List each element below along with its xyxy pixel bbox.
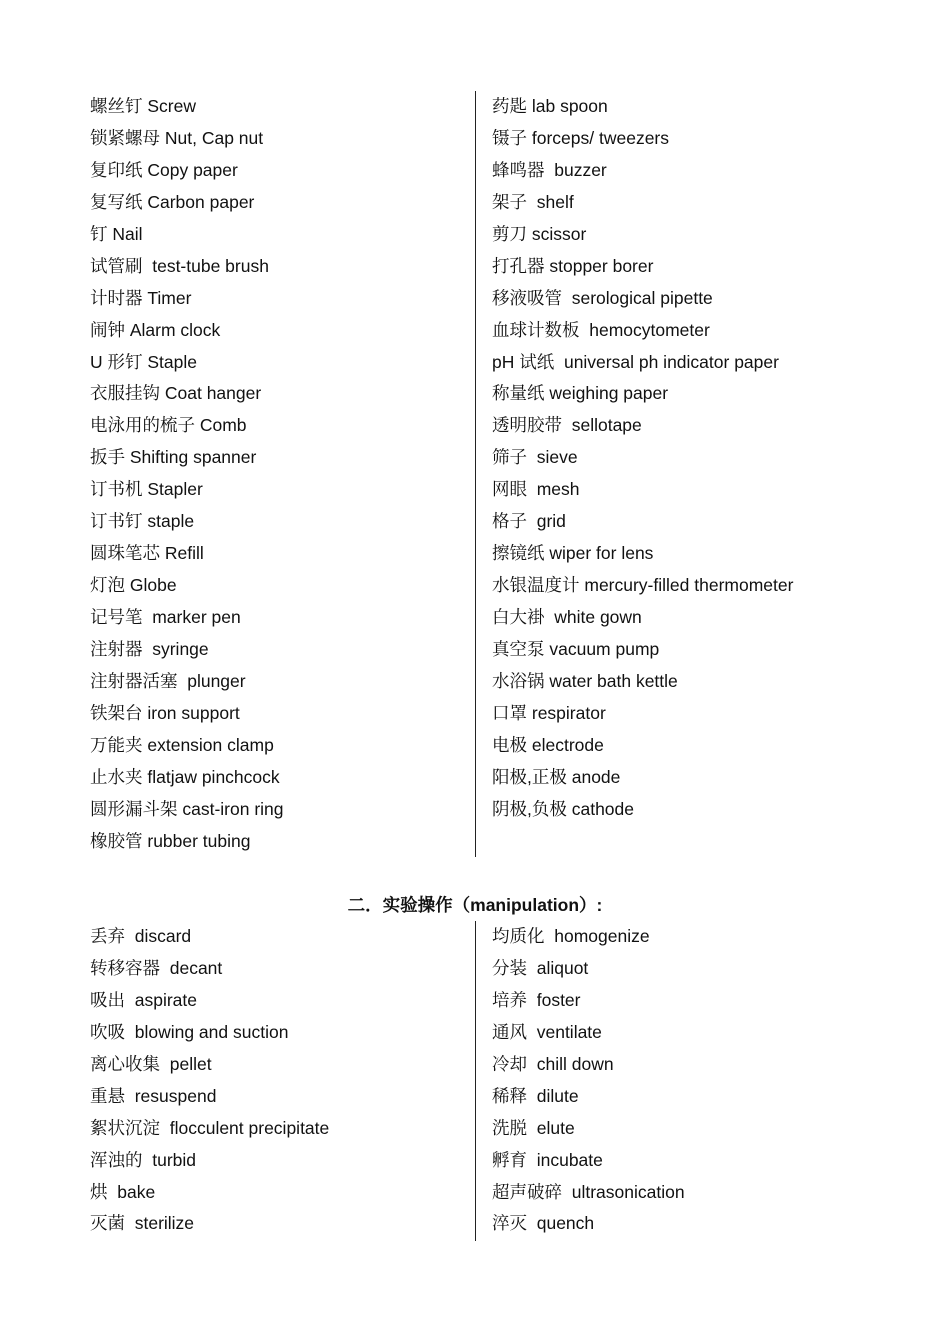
vocab-entry: 圆珠笔芯 Refill bbox=[90, 543, 204, 564]
vocab-entry: 称量纸 weighing paper bbox=[492, 383, 669, 404]
vocab-entry: 口罩 respirator bbox=[492, 702, 606, 723]
manipulation-right-column bbox=[492, 921, 862, 1240]
vocab-entry: 吸出 aspirate bbox=[90, 989, 197, 1010]
vocab-entry: 烘 bake bbox=[90, 1181, 156, 1202]
vocab-entry: 记号笔 marker pen bbox=[90, 607, 241, 627]
vocab-entry: 超声破碎 ultrasonication bbox=[492, 1181, 685, 1202]
manipulation-vocab-table bbox=[90, 921, 860, 1241]
vocab-entry: 锁紧螺母 Nut, Cap nut bbox=[90, 127, 264, 148]
vocab-entry: 扳手 Shifting spanner bbox=[90, 447, 257, 468]
vocab-entry: 药匙 lab spoon bbox=[492, 96, 608, 116]
vocab-entry: 钉 Nail bbox=[90, 223, 143, 244]
vocab-entry: 灭菌 sterilize bbox=[90, 1213, 195, 1234]
column-divider bbox=[475, 91, 476, 857]
manipulation-left-column bbox=[90, 921, 474, 1240]
vocab-entry: 淬灭 quench bbox=[492, 1213, 595, 1234]
equipment-right-column bbox=[492, 91, 862, 826]
vocab-entry: 水银温度计 mercury-filled thermometer bbox=[492, 575, 794, 596]
vocab-entry: 离心收集 pellet bbox=[90, 1053, 212, 1074]
vocab-entry: 阳极,正极 anode bbox=[492, 766, 621, 787]
vocab-entry: 橡胶管 rubber tubing bbox=[90, 830, 251, 851]
vocab-entry: 订书钉 staple bbox=[90, 511, 195, 532]
vocab-entry: 冷却 chill down bbox=[492, 1053, 614, 1074]
vocab-entry: 注射器活塞 plunger bbox=[90, 670, 246, 691]
vocab-entry: 白大褂 white gown bbox=[492, 607, 642, 627]
vocab-entry: 擦镜纸 wiper for lens bbox=[492, 543, 654, 564]
vocab-entry: 浑浊的 turbid bbox=[90, 1149, 196, 1170]
vocab-entry: 移液吸管 serological pipette bbox=[492, 287, 713, 308]
vocab-entry: 重悬 resuspend bbox=[90, 1085, 217, 1106]
vocab-entry: 计时器 Timer bbox=[90, 287, 192, 308]
vocab-entry: 订书机 Stapler bbox=[90, 479, 203, 500]
vocab-entry: 稀释 dilute bbox=[492, 1085, 579, 1106]
vocab-entry: 转移容器 decant bbox=[90, 957, 223, 978]
column-divider bbox=[475, 921, 476, 1241]
vocab-entry: 培养 foster bbox=[492, 989, 581, 1010]
vocab-entry: 灯泡 Globe bbox=[90, 575, 177, 596]
vocab-entry: 孵育 incubate bbox=[492, 1149, 603, 1170]
vocab-entry: 水浴锅 water bath kettle bbox=[492, 670, 678, 691]
vocab-entry: 筛子 sieve bbox=[492, 447, 578, 468]
vocab-entry: 复写纸 Carbon paper bbox=[90, 191, 255, 212]
vocab-entry: 复印纸 Copy paper bbox=[90, 159, 238, 180]
vocab-entry: 电极 electrode bbox=[492, 734, 604, 755]
vocab-entry: 均质化 homogenize bbox=[492, 926, 650, 946]
vocab-entry: 絮状沉淀 flocculent precipitate bbox=[90, 1117, 330, 1138]
equipment-left-column bbox=[90, 91, 474, 858]
vocab-entry: 透明胶带 sellotape bbox=[492, 415, 642, 436]
vocab-entry: 镊子 forceps/ tweezers bbox=[492, 127, 669, 148]
vocab-entry: 真空泵 vacuum pump bbox=[492, 638, 660, 659]
vocab-entry: 打孔器 stopper borer bbox=[492, 255, 654, 276]
vocab-entry: 剪刀 scissor bbox=[492, 223, 587, 244]
vocab-entry: 架子 shelf bbox=[492, 191, 574, 212]
vocab-entry: 试管刷 test-tube brush bbox=[90, 255, 269, 276]
vocab-entry: 蜂鸣器 buzzer bbox=[492, 159, 607, 180]
vocab-entry: 网眼 mesh bbox=[492, 479, 580, 500]
vocab-entry: 螺丝钉 Screw bbox=[90, 96, 196, 116]
vocab-entry: 阴极,负极 cathode bbox=[492, 798, 634, 819]
vocab-entry: U 形钉 Staple bbox=[90, 351, 197, 372]
vocab-entry: 洗脱 elute bbox=[492, 1117, 575, 1138]
vocab-entry: pH 试纸 universal ph indicator paper bbox=[492, 351, 779, 372]
vocab-entry: 电泳用的梳子 Comb bbox=[90, 415, 247, 436]
vocab-entry: 铁架台 iron support bbox=[90, 702, 240, 723]
vocab-entry: 注射器 syringe bbox=[90, 638, 209, 659]
vocab-entry: 圆形漏斗架 cast-iron ring bbox=[90, 798, 284, 819]
vocab-entry: 格子 grid bbox=[492, 511, 566, 532]
vocab-entry: 血球计数板 hemocytometer bbox=[492, 319, 710, 340]
vocab-entry: 丢弃 discard bbox=[90, 926, 192, 946]
vocab-entry: 衣服挂钩 Coat hanger bbox=[90, 383, 262, 404]
vocab-entry: 止水夹 flatjaw pinchcock bbox=[90, 766, 280, 787]
vocab-entry: 通风 ventilate bbox=[492, 1021, 602, 1042]
section-heading-manipulation: 二．实验操作（manipulation）: bbox=[347, 895, 603, 915]
equipment-vocab-table bbox=[90, 91, 860, 857]
vocab-entry: 吹吸 blowing and suction bbox=[90, 1021, 289, 1042]
vocab-entry: 万能夹 extension clamp bbox=[90, 734, 274, 755]
vocab-entry: 分装 aliquot bbox=[492, 957, 589, 978]
vocab-entry: 闹钟 Alarm clock bbox=[90, 319, 221, 340]
